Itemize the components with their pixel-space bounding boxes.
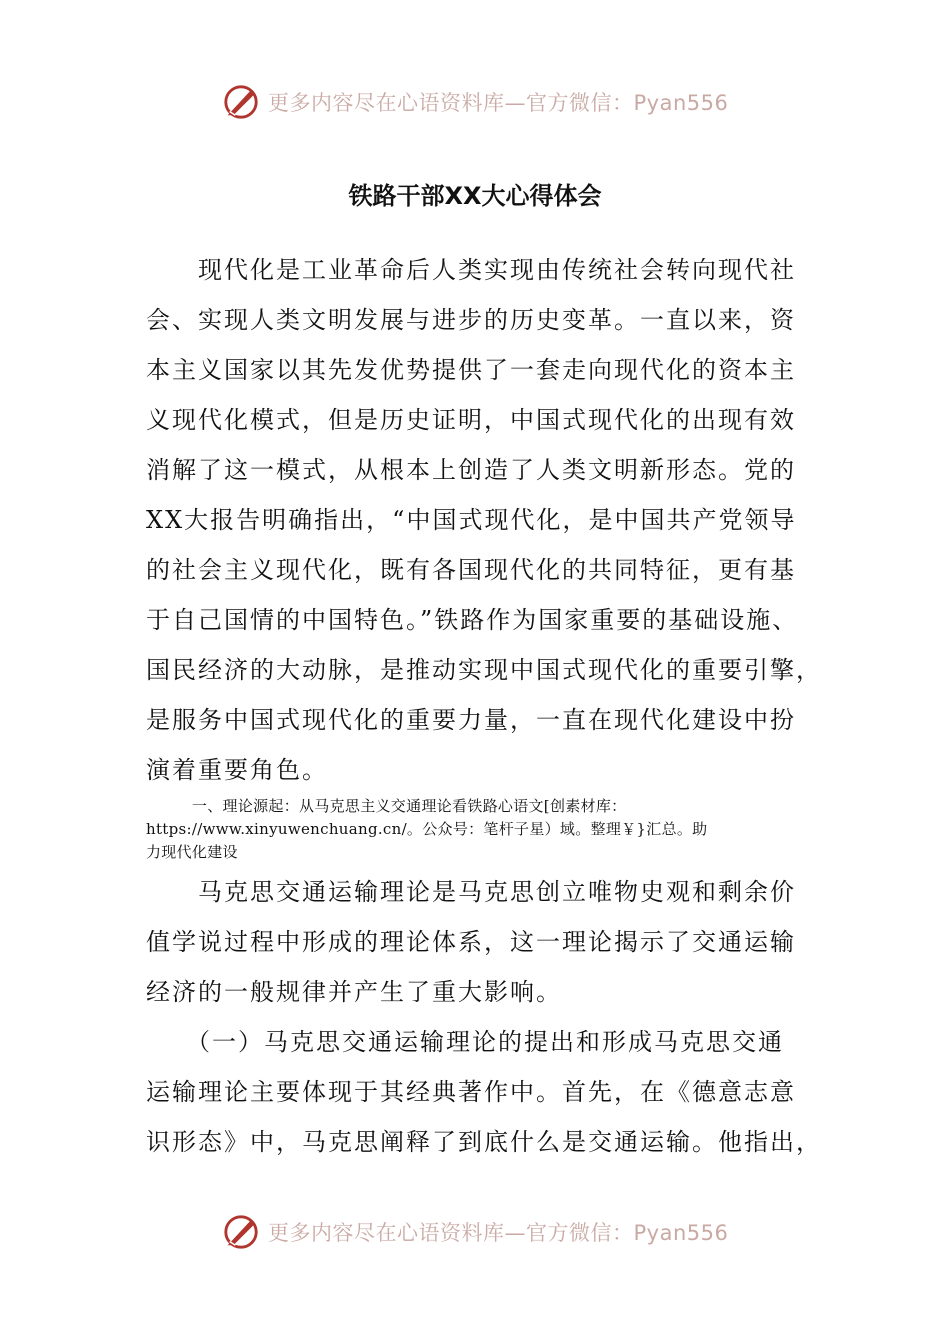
note-line: 一、理论源起：从马克思主义交通理论看铁路心语文[创素材库： [146, 797, 627, 815]
text-line: 经济的一般规律并产生了重大影响。 [146, 978, 562, 1006]
paragraph-subsection-1 [146, 1017, 822, 1167]
note-line: https://www.xinyuwenchuang.cn/。公众号：笔杆子星）域。整理￥}汇总。助 [146, 820, 708, 838]
quill-logo-icon [222, 1213, 260, 1251]
text-line: 义现代化模式，但是历史证明，中国式现代化的出现有效 [146, 406, 796, 434]
section-heading-note [146, 795, 814, 864]
text-line: 消解了这一模式，从根本上创造了人类文明新形态。党的 [146, 456, 796, 484]
watermark-site-text: 更多内容尽在心语资料库— [268, 91, 526, 115]
text-line: 会、实现人类文明发展与进步的历史变革。一直以来，资 [146, 306, 796, 334]
text-line: 运输理论主要体现于其经典著作中。首先，在《德意志意 [146, 1078, 796, 1106]
header-watermark [222, 82, 742, 122]
text-line: XX大报告明确指出，“中国式现代化，是中国共产党领导 [146, 506, 797, 534]
footer-watermark-text [268, 1217, 728, 1247]
text-line: 识形态》中，马克思阐释了到底什么是交通运输。他指出， [146, 1128, 822, 1156]
text-line: 值学说过程中形成的理论体系，这一理论揭示了交通运输 [146, 928, 796, 956]
watermark-wechat-text: 官方微信：Pyan556 [526, 91, 729, 115]
text-line: 的社会主义现代化，既有各国现代化的共同特征，更有基 [146, 556, 796, 584]
text-line: 是服务中国式现代化的重要力量，一直在现代化建设中扮 [146, 706, 796, 734]
text-line: 于自己国情的中国特色。”铁路作为国家重要的基础设施、 [146, 606, 799, 634]
text-line: 国民经济的大动脉，是推动实现中国式现代化的重要引擎， [146, 656, 822, 684]
header-watermark-text [268, 87, 728, 117]
text-line: 马克思交通运输理论是马克思创立唯物史观和剩余价 [146, 878, 796, 906]
paragraph-theory [146, 867, 806, 1017]
note-line: 力现代化建设 [146, 843, 238, 861]
document-title: 铁路干部XX大心得体会 [348, 182, 602, 210]
text-line: 本主义国家以其先发优势提供了一套走向现代化的资本主 [146, 356, 796, 384]
text-line: 现代化是工业革命后人类实现由传统社会转向现代社 [146, 256, 796, 284]
footer-watermark [222, 1212, 742, 1252]
watermark-site-text: 更多内容尽在心语资料库— [268, 1221, 526, 1245]
watermark-wechat-text: 官方微信：Pyan556 [526, 1221, 729, 1245]
quill-logo-icon [222, 83, 260, 121]
text-line: （一）马克思交通运输理论的提出和形成马克思交通 [146, 1028, 784, 1056]
paragraph-intro [146, 245, 822, 795]
text-line: 演着重要角色。 [146, 756, 328, 784]
